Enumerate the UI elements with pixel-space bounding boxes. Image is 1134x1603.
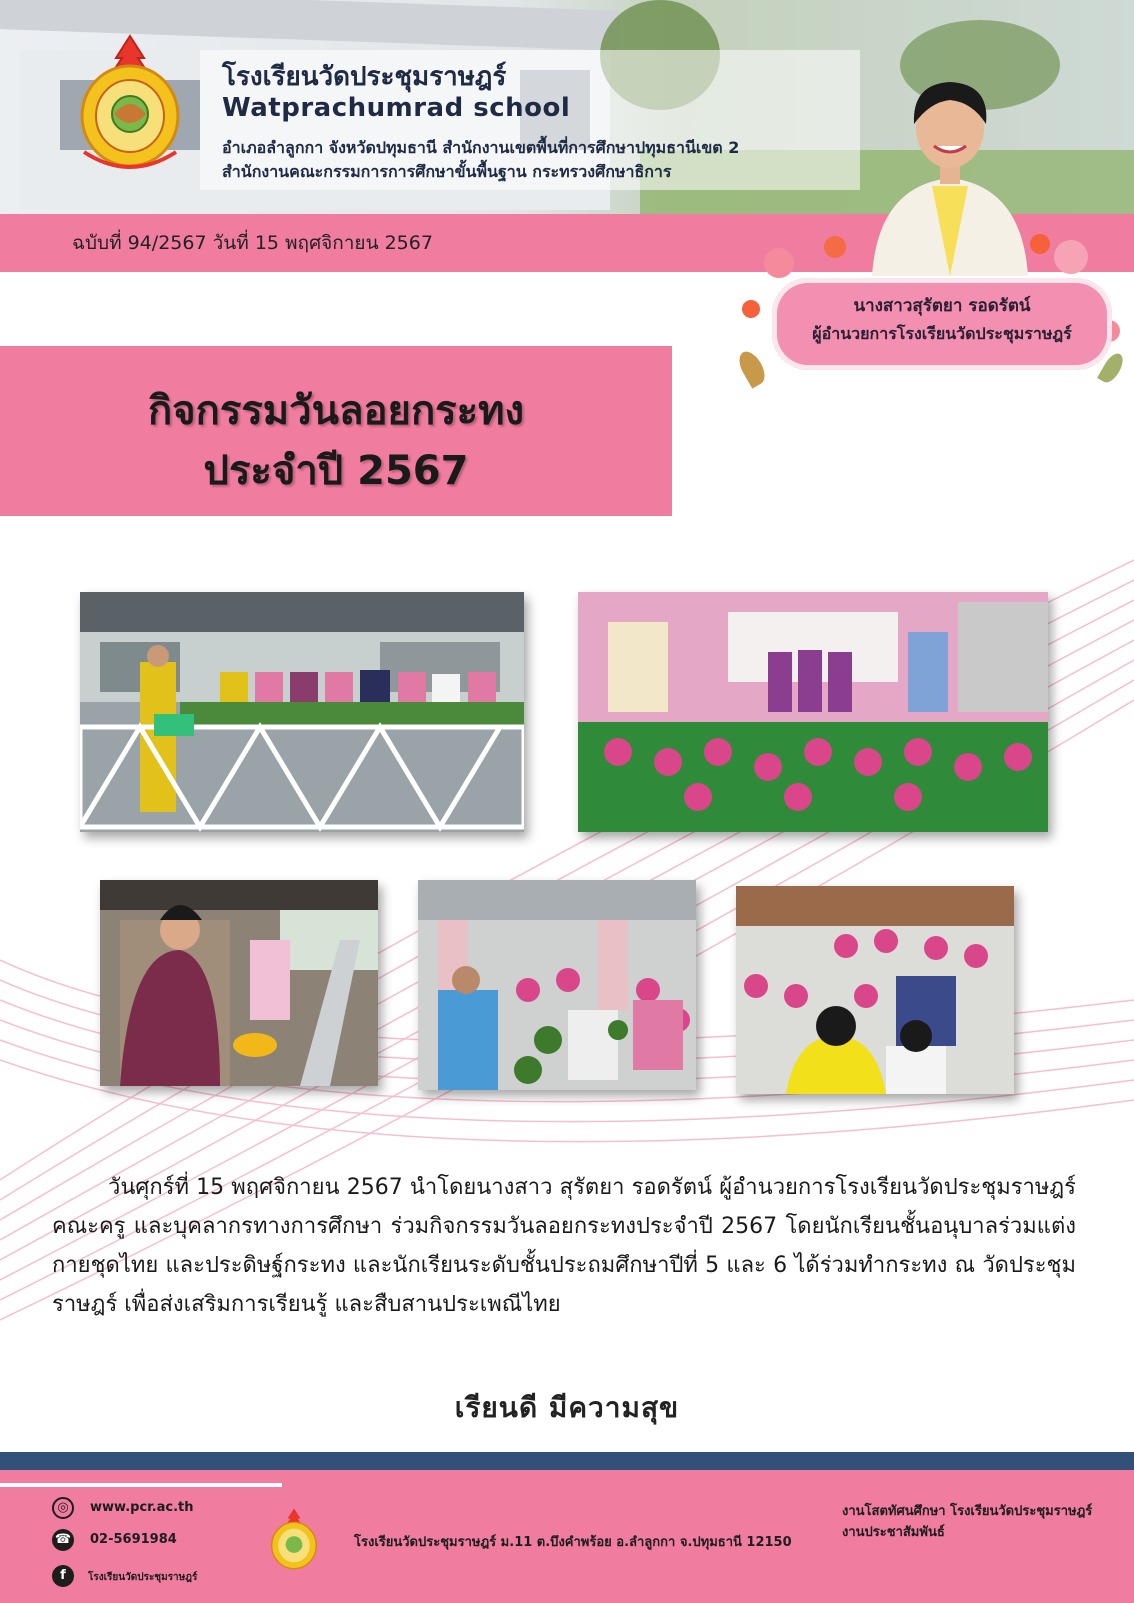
flower-decoration: [1054, 240, 1088, 274]
flower-decoration: [742, 300, 760, 318]
address-line-2: สำนักงานคณะกรรมการการศึกษาขั้นพื้นฐาน กระทรวงศึกษาธิการ: [222, 162, 672, 181]
activity-photo-5: [736, 886, 1014, 1094]
flower-decoration: [1030, 234, 1050, 254]
flower-decoration: [764, 248, 794, 278]
activity-title-line-2: ประจำปี 2567: [203, 448, 469, 494]
activity-photo-2: [578, 592, 1048, 832]
footer-department: งานโสตทัศนศึกษา โรงเรียนวัดประชุมราษฎร์: [842, 1504, 1093, 1519]
article-body-text: วันศุกร์ที่ 15 พฤศจิกายน 2567 นำโดยนางสาว สุรัตยา รอดรัตน์ ผู้อำนวยการโรงเรียนวัดประชุมราษฎร์ คณะครู และบุคลากรทางการศึกษา ร่วมกิจกรรมวันลอยกระทงประจำปี 2567 โดยนักเรียนชั้นอนุบาลร่วมแต่งกายชุดไทย และประดิษฐ์กระทง และนักเรียนระดับชั้นประถมศึกษาปีที่ 5 และ 6 ได้ร่วมทำกระทง ณ วัดประชุมราษฎร์ เพื่อส่งเสริมการเรียนรู้ และสืบสานประเพณีไทย: [52, 1175, 1076, 1317]
globe-icon: ◎: [52, 1497, 74, 1519]
director-title: ผู้อำนวยการโรงเรียนวัดประชุมราษฎร์: [812, 324, 1072, 343]
activity-photo-3: [100, 880, 378, 1086]
activity-photo-4: [418, 880, 696, 1090]
school-slogan: เรียนดี มีความสุข: [454, 1391, 680, 1424]
footer-address: โรงเรียนวัดประชุมราษฎร์ ม.11 ต.บึงคำพร้อย อ.ลำลูกกา จ.ปทุมธานี 12150: [354, 1535, 792, 1550]
school-name-thai: โรงเรียนวัดประชุมราษฎร์: [222, 62, 507, 92]
footer-school-emblem: [268, 1506, 320, 1572]
footer-pr-unit: งานประชาสัมพันธ์: [842, 1525, 945, 1540]
facebook-icon: f: [52, 1565, 74, 1587]
activity-photo-1: [80, 592, 524, 832]
footer-phone[interactable]: 02-5691984: [90, 1532, 177, 1547]
footer-facebook[interactable]: โรงเรียนวัดประชุมราษฎร์: [88, 1572, 198, 1583]
director-photo: [852, 66, 1048, 276]
issue-number-date: ฉบับที่ 94/2567 วันที่ 15 พฤศจิกายน 2567: [72, 232, 433, 254]
footer-website[interactable]: www.pcr.ac.th: [90, 1500, 194, 1515]
phone-icon: ☎: [52, 1529, 74, 1551]
school-name-english: Watprachumrad school: [222, 93, 571, 123]
article-body: [52, 1168, 1076, 1324]
school-emblem-logo: [74, 32, 186, 172]
director-name: นางสาวสุรัตยา รอดรัตน์: [853, 296, 1031, 316]
address-line-1: อำเภอลำลูกกา จังหวัดปทุมธานี สำนักงานเขตพื้นที่การศึกษาปทุมธานีเขต 2: [222, 138, 740, 157]
leaf-decoration: [734, 347, 769, 388]
flower-decoration: [824, 236, 846, 258]
footer-accent-line: [0, 1483, 282, 1487]
activity-title-line-1: กิจกรรมวันลอยกระทง: [147, 388, 525, 434]
